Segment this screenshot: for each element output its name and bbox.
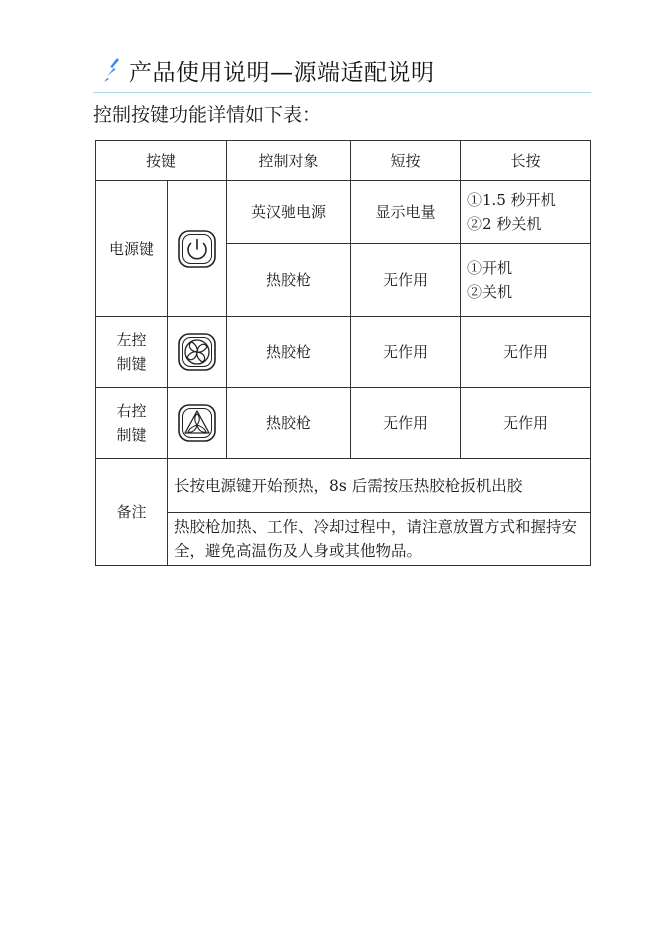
table-row (96, 459, 591, 513)
long-press-line: ②2 秒关机 (467, 215, 542, 233)
power-short-2: 无作用 (351, 244, 461, 317)
table-row (96, 181, 591, 244)
title-divider (93, 92, 591, 93)
right-key-label (96, 388, 168, 459)
table-row (96, 388, 591, 459)
power-key-label: 电源键 (96, 181, 168, 317)
right-key-short: 无作用 (351, 388, 461, 459)
power-key-icon-cell (168, 181, 227, 317)
page-title: 产品使用说明—源端适配说明 (129, 59, 435, 86)
left-key-label (96, 317, 168, 388)
power-target-2: 热胶枪 (227, 244, 351, 317)
right-key-long: 无作用 (461, 388, 591, 459)
label-line: 制键 (116, 426, 147, 444)
table-row (96, 513, 591, 566)
right-key-target: 热胶枪 (227, 388, 351, 459)
intro-text: 控制按键功能详情如下表： (93, 104, 322, 126)
triangle-fan-icon (177, 403, 217, 443)
left-key-icon-cell (168, 317, 227, 388)
header-long-press: 长按 (461, 141, 591, 181)
power-long-1 (461, 181, 591, 244)
label-line: 制键 (116, 355, 147, 373)
label-line: 右控 (116, 402, 147, 420)
power-target-1: 英汉驰电源 (227, 181, 351, 244)
power-icon (177, 229, 217, 269)
right-key-icon-cell (168, 388, 227, 459)
table-row (96, 317, 591, 388)
header-target: 控制对象 (227, 141, 351, 181)
power-short-1: 显示电量 (351, 181, 461, 244)
page-heading (103, 52, 593, 88)
left-key-target: 热胶枪 (227, 317, 351, 388)
remark-note-2: 热胶枪加热、工作、冷却过程中，请注意放置方式和握持安全，避免高温伤及人身或其他物品。 (168, 513, 591, 566)
long-press-line: ①1.5 秒开机 (467, 191, 556, 209)
remark-note-1: 长按电源键开始预热，8s 后需按压热胶枪扳机出胶 (168, 459, 591, 513)
left-key-long: 无作用 (461, 317, 591, 388)
power-long-2 (461, 244, 591, 317)
fan-icon (177, 332, 217, 372)
remarks-label: 备注 (96, 459, 168, 566)
table-header-row (96, 141, 591, 181)
left-key-short: 无作用 (351, 317, 461, 388)
label-line: 左控 (116, 331, 147, 349)
lightning-icon (103, 57, 125, 83)
control-keys-table (95, 140, 591, 566)
header-key: 按键 (96, 141, 227, 181)
long-press-line: ①开机 (467, 259, 513, 277)
long-press-line: ②关机 (467, 283, 513, 301)
header-short-press: 短按 (351, 141, 461, 181)
